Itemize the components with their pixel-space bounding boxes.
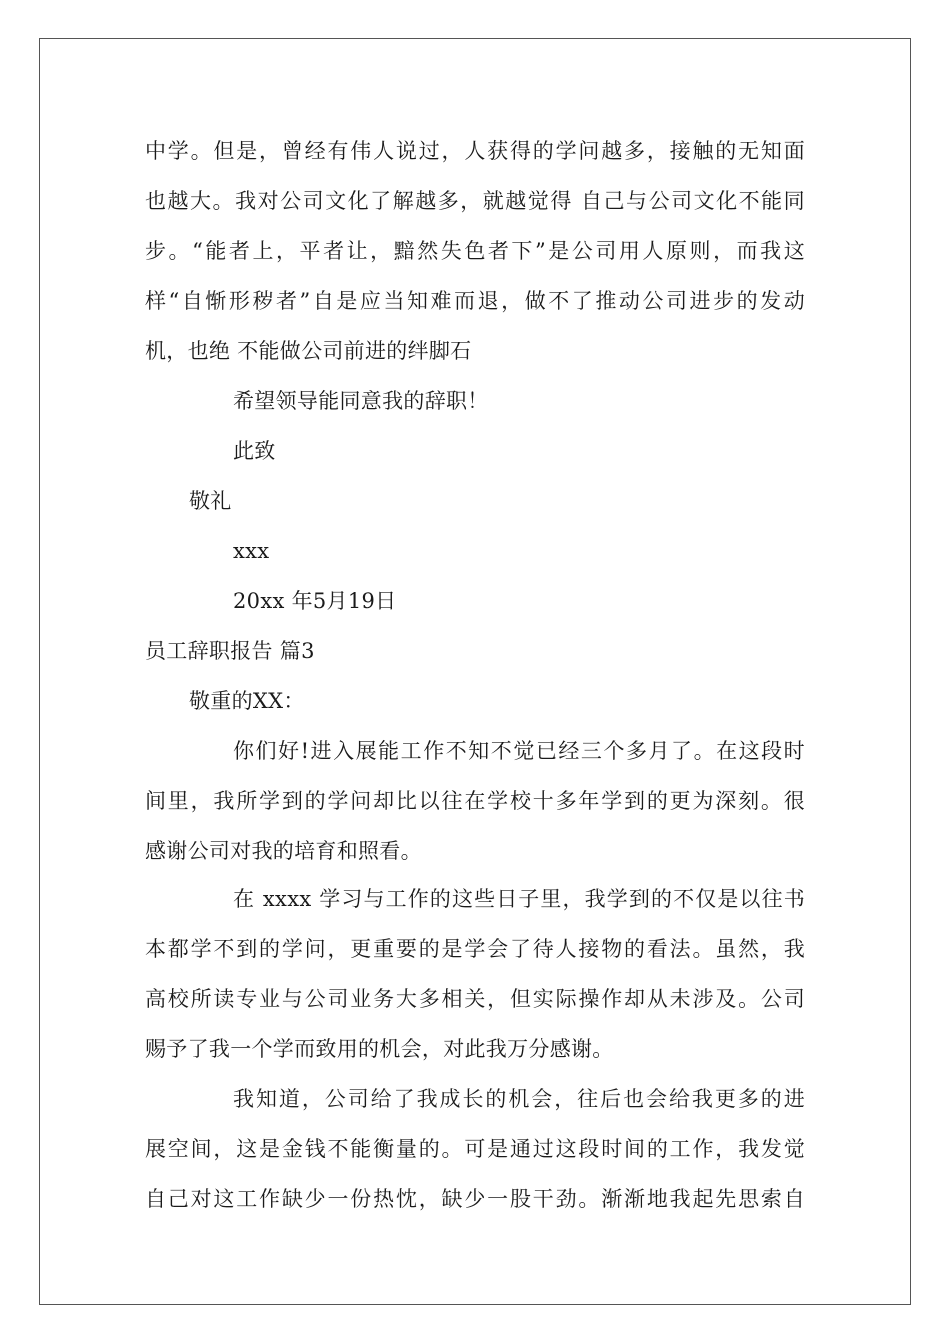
paragraph-line: 赐予了我一个学而致用的机会，对此我万分感谢。 [145, 1037, 614, 1061]
paragraph-line: 在 xxxx 学习与工作的这些日子里，我学到的不仅是以往书 [233, 887, 805, 911]
signature-date: 20xx 年5月19日 [233, 589, 397, 613]
paragraph-line: 机，也绝 不能做公司前进的绊脚石 [145, 339, 472, 363]
paragraph-line: 样“自惭形秽者”自是应当知难而退，做不了推动公司进步的发动 [145, 289, 805, 313]
closing-regards: 敬礼 [189, 489, 232, 513]
paragraph-line: 高校所读专业与公司业务大多相关，但实际操作却从未涉及。公司 [145, 987, 805, 1011]
section-heading: 员工辞职报告 篇3 [145, 639, 315, 663]
paragraph-line: 本都学不到的学问，更重要的是学会了待人接物的看法。虽然，我 [145, 937, 805, 961]
paragraph-line: 间里，我所学到的学问却比以往在学校十多年学到的更为深刻。很 [145, 789, 805, 813]
paragraph-line: 也越大。我对公司文化了解越多，就越觉得 自己与公司文化不能同 [145, 189, 805, 213]
paragraph-line: 展空间，这是金钱不能衡量的。可是通过这段时间的工作，我发觉 [145, 1137, 805, 1161]
paragraph-line: 自己对这工作缺少一份热忱，缺少一股干劲。渐渐地我起先思索自 [145, 1187, 805, 1211]
closing-request: 希望领导能同意我的辞职！ [233, 389, 489, 413]
paragraph-line: 我知道，公司给了我成长的机会，往后也会给我更多的进 [233, 1087, 805, 1111]
signature-name: xxx [233, 539, 270, 563]
paragraph-line: 步。“能者上，平者让，黯然失色者下”是公司用人原则，而我这 [145, 239, 805, 263]
closing-salutation: 此致 [233, 439, 276, 463]
paragraph-line: 你们好!进入展能工作不知不觉已经三个多月了。在这段时 [233, 739, 805, 763]
letter-greeting: 敬重的XX： [189, 689, 305, 713]
paragraph-line: 中学。但是，曾经有伟人说过，人获得的学问越多，接触的无知面 [145, 139, 805, 163]
paragraph-line: 感谢公司对我的培育和照看。 [145, 839, 422, 863]
page-border [39, 38, 911, 1305]
